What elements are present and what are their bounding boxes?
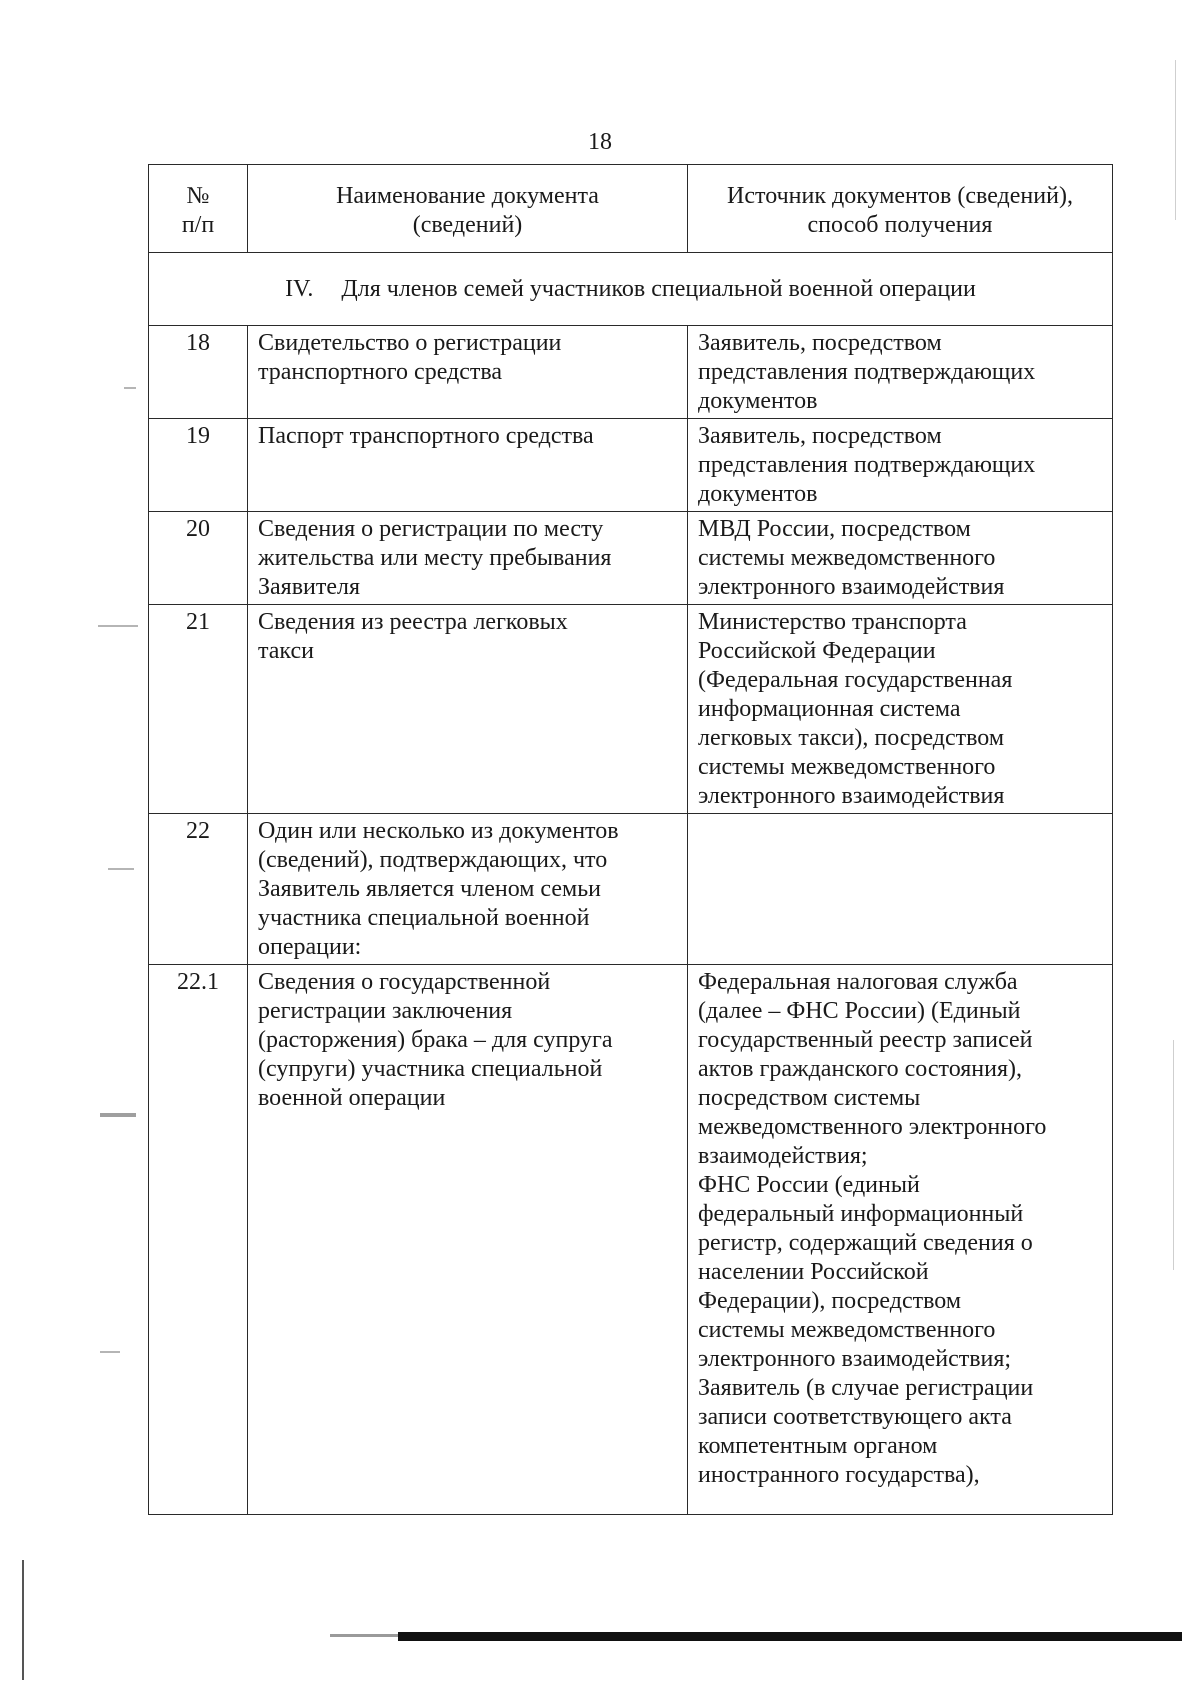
document-name-line: военной операции	[258, 1085, 446, 1111]
header-num	[149, 165, 248, 253]
section-title: Для членов семей участников специальной военной операции	[341, 275, 976, 302]
table-header-row	[149, 165, 1113, 253]
document-name-line: Заявитель является членом семьи	[258, 876, 601, 902]
row-number: 22	[149, 814, 248, 965]
source-line: электронного взаимодействия	[698, 574, 1005, 600]
source-line: межведомственного электронного	[698, 1114, 1047, 1140]
source-cell	[688, 512, 1113, 605]
source-line: электронного взаимодействия	[698, 783, 1005, 809]
section-row	[149, 253, 1113, 326]
row-number: 18	[149, 326, 248, 419]
document-name-line: (расторжения) брака – для супруга	[258, 1027, 613, 1053]
source-cell	[688, 326, 1113, 419]
source-line: легковых такси), посредством	[698, 725, 1005, 751]
header-num-line: п/п	[181, 211, 215, 238]
document-name-line: Свидетельство о регистрации	[258, 330, 562, 356]
source-line: Российской Федерации	[698, 638, 936, 664]
header-name-line: Наименование документа	[336, 182, 599, 209]
source-line: (далее – ФНС России) (Единый	[698, 998, 1021, 1024]
row-number: 22.1	[149, 965, 248, 1515]
source-line: посредством системы	[698, 1085, 921, 1111]
source-cell	[688, 419, 1113, 512]
document-name-line: операции:	[258, 934, 362, 960]
source-cell	[688, 605, 1113, 814]
source-line: системы межведомственного	[698, 754, 996, 780]
document-name-line: участника специальной военной	[258, 905, 590, 931]
source-line: ФНС России (единый	[698, 1172, 920, 1198]
page-number: 18	[588, 129, 612, 155]
scan-edge-mark	[1175, 60, 1176, 220]
source-line: записи соответствующего акта	[698, 1404, 1012, 1430]
scan-speck	[100, 1113, 136, 1117]
row-number: 20	[149, 512, 248, 605]
scan-bottom-rule-faint	[330, 1634, 400, 1637]
section-heading	[149, 253, 1113, 326]
source-line: иностранного государства),	[698, 1462, 980, 1488]
document-name-line: Сведения о государственной	[258, 969, 551, 995]
source-line: государственный реестр записей	[698, 1027, 1033, 1053]
source-line: Федеральная налоговая служба	[698, 969, 1018, 995]
source-cell	[688, 965, 1113, 1515]
source-line: документов	[698, 388, 818, 414]
document-name-cell	[248, 965, 688, 1515]
document-name-line: такси	[258, 638, 314, 664]
document-name-line: Сведения из реестра легковых	[258, 609, 568, 635]
header-num-line: №	[186, 182, 210, 209]
documents-table	[148, 164, 1113, 1515]
document-name-cell	[248, 512, 688, 605]
table-row	[149, 965, 1113, 1515]
header-source	[688, 165, 1113, 253]
scan-speck	[98, 625, 138, 627]
table-row	[149, 419, 1113, 512]
source-line: Министерство транспорта	[698, 609, 967, 635]
source-line: системы межведомственного	[698, 1317, 996, 1343]
row-number: 21	[149, 605, 248, 814]
document-name-line: Сведения о регистрации по месту	[258, 516, 604, 542]
row-number: 19	[149, 419, 248, 512]
source-line: системы межведомственного	[698, 545, 996, 571]
scan-bottom-rule	[398, 1632, 1182, 1641]
document-name-line: Паспорт транспортного средства	[258, 423, 594, 449]
scan-speck	[124, 387, 136, 389]
source-line: населении Российской	[698, 1259, 929, 1285]
source-line: актов гражданского состояния),	[698, 1056, 1022, 1082]
document-name-line: (супруги) участника специальной	[258, 1056, 603, 1082]
source-line: регистр, содержащий сведения о	[698, 1230, 1033, 1256]
source-line: МВД России, посредством	[698, 516, 971, 542]
document-name-line: регистрации заключения	[258, 998, 513, 1024]
header-source-line: способ получения	[807, 211, 993, 238]
document-name-line: (сведений), подтверждающих, что	[258, 847, 608, 873]
document-name-line: жительства или месту пребывания	[258, 545, 612, 571]
document-name-cell	[248, 326, 688, 419]
source-line: электронного взаимодействия;	[698, 1346, 1012, 1372]
document-name-cell	[248, 419, 688, 512]
source-line: Заявитель (в случае регистрации	[698, 1375, 1034, 1401]
source-line: федеральный информационный	[698, 1201, 1024, 1227]
document-name-line: транспортного средства	[258, 359, 503, 385]
section-numeral: IV.	[285, 275, 314, 302]
scan-speck	[108, 868, 134, 870]
document-name-cell	[248, 605, 688, 814]
table-row	[149, 814, 1113, 965]
source-line: компетентным органом	[698, 1433, 938, 1459]
source-line: представления подтверждающих	[698, 452, 1036, 478]
scan-margin-line	[22, 1560, 24, 1680]
table-row	[149, 605, 1113, 814]
scan-speck	[100, 1351, 120, 1353]
source-line: представления подтверждающих	[698, 359, 1036, 385]
header-name-line: (сведений)	[412, 211, 523, 238]
table-row	[149, 326, 1113, 419]
scan-edge-mark	[1173, 1040, 1174, 1270]
source-cell	[688, 814, 1113, 965]
source-line: (Федеральная государственная	[698, 667, 1013, 693]
document-name-cell	[248, 814, 688, 965]
document-name-line: Один или несколько из документов	[258, 818, 619, 844]
document-name-line: Заявителя	[258, 574, 361, 600]
source-line: Заявитель, посредством	[698, 330, 942, 356]
source-line: документов	[698, 481, 818, 507]
header-source-line: Источник документов (сведений),	[727, 182, 1073, 209]
source-line: взаимодействия;	[698, 1143, 868, 1169]
source-line: информационная система	[698, 696, 961, 722]
table-row	[149, 512, 1113, 605]
source-line: Федерации), посредством	[698, 1288, 962, 1314]
source-line: Заявитель, посредством	[698, 423, 942, 449]
header-document-name	[248, 165, 688, 253]
